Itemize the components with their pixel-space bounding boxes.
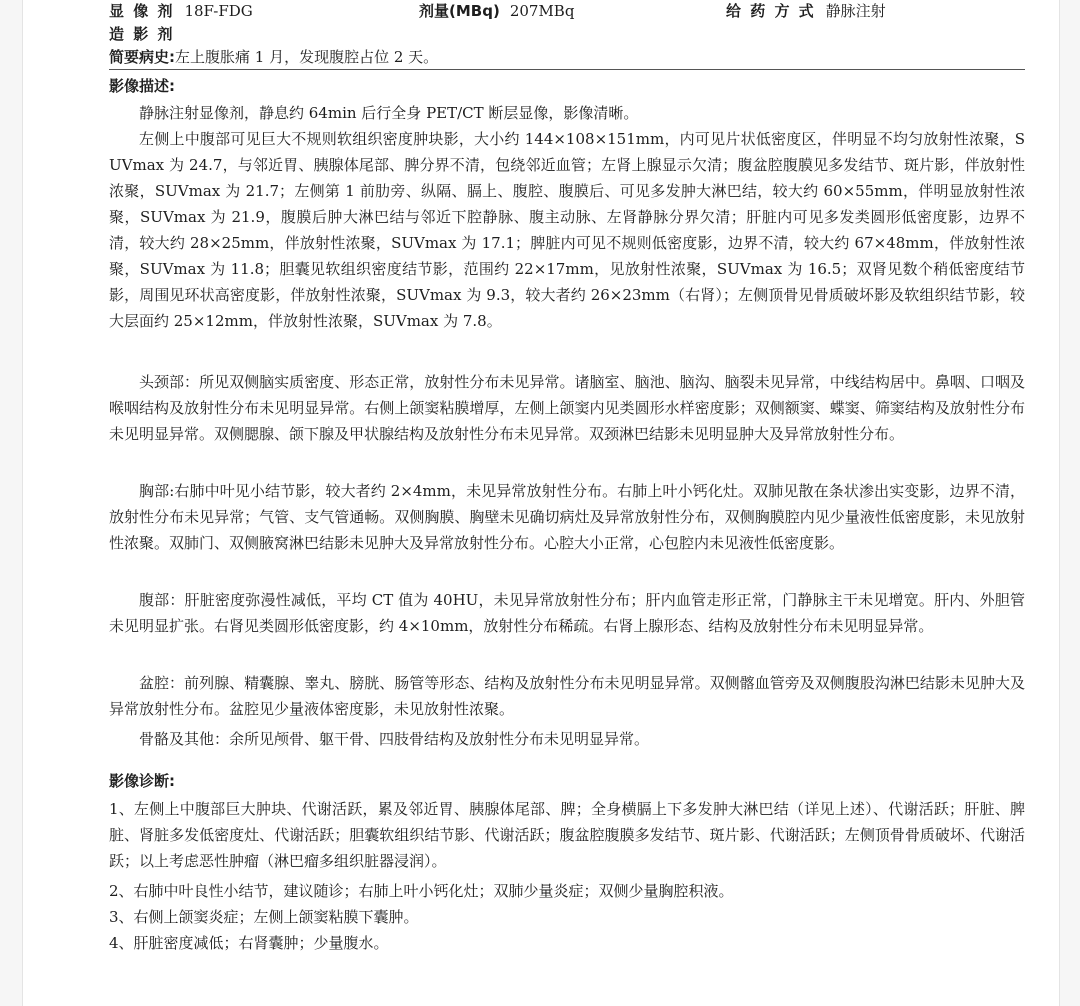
agent-label: 显 像 剂 (109, 2, 175, 20)
diagnosis-item: 2、右肺中叶良性小结节，建议随诊；右肺上叶小钙化灶；双肺少量炎症；双侧少量胸腔积液。 (109, 882, 734, 900)
report-page (22, 0, 1060, 1006)
findings-paragraph: 腹部：肝脏密度弥漫性减低，平均 CT 值为 40HU，未见异常放射性分布；肝内血管走形正常，门静脉主干未见增宽。肝内、外胆管未见明显扩张。右肾见类圆形低密度影，约 4×10mm，放射性分布稀疏。右肾上腺形态、结构及放射性分布未见明显异常。 (109, 591, 1025, 635)
diagnosis-item: 3、右侧上颌窦炎症；左侧上颌窦粘膜下囊肿。 (109, 908, 419, 926)
findings-title: 影像描述: (109, 77, 175, 95)
contrast-field (109, 23, 184, 44)
agent-value: 18F-FDG (184, 2, 253, 20)
dose-label: 剂量(MBq) (419, 2, 500, 20)
agent-field (109, 0, 253, 21)
contrast-label: 造 影 剂 (109, 25, 175, 43)
findings-paragraph: 骨骼及其他：余所见颅骨、躯干骨、四肢骨结构及放射性分布未见明显异常。 (139, 730, 650, 748)
findings-paragraph: 盆腔：前列腺、精囊腺、睾丸、膀胱、肠管等形态、结构及放射性分布未见明显异常。双侧髂血管旁及双侧腹股沟淋巴结影未见肿大及异常放射性分布。盆腔见少量液体密度影，未见放射性浓聚。 (109, 674, 1025, 718)
findings-paragraph: 头颈部：所见双侧脑实质密度、形态正常，放射性分布未见异常。诸脑室、脑池、脑沟、脑裂未见异常，中线结构居中。鼻咽、口咽及喉咽结构及放射性分布未见明显异常。右侧上颌窦粘膜增厚，左侧上颌窦内见类圆形水样密度影；双侧额窦、蝶窦、筛窦结构及放射性分布未见明显异常。双侧腮腺、颌下腺及甲状腺结构及放射性分布未见异常。双颈淋巴结影未见明显肿大及异常放射性分布。 (109, 373, 1025, 443)
dose-value: 207MBq (509, 2, 575, 20)
diagnosis-title: 影像诊断: (109, 772, 175, 790)
findings-paragraph: 左侧上中腹部可见巨大不规则软组织密度肿块影，大小约 144×108×151mm，内可见片状低密度区，伴明显不均匀放射性浓聚，SUVmax 为 24.7，与邻近胃、胰腺体尾部、脾分界不清，包绕邻近血管；左肾上腺显示欠清；腹盆腔腹膜见多发结节、斑片影，伴放射性浓聚，SUVmax 为 21.7；左侧第 1 前肋旁、纵隔、膈上、腹腔、腹膜后、可见多发肿大淋巴结，较大约 60×55mm，伴明显放射性浓聚，SUVmax 为 21.9，腹膜后肿大淋巴结与邻近下腔静脉、腹主动脉、左肾静脉分界欠清；肝脏内可见多发类圆形低密度影，边界不清，较大约 28×25mm，伴放射性浓聚，SUVmax 为 17.1；脾脏内可见不规则低密度影，边界不清，较大约 67×48mm，伴放射性浓聚，SUVmax 为 11.8；胆囊见软组织密度结节影，范围约 22×17mm，见放射性浓聚，SUVmax 为 16.5；双肾见数个稍低密度结节影，周围见环状高密度影，伴放射性浓聚，SUVmax 为 9.3，较大者约 26×23mm（右肾）；左侧顶骨见骨质破坏影及软组织结节影，较大层面约 25×12mm，伴放射性浓聚，SUVmax 为 7.8。 (109, 130, 1025, 330)
history-text: 左上腹胀痛 1 月，发现腹腔占位 2 天。 (175, 48, 439, 66)
history-label: 简要病史: (109, 48, 175, 66)
header-divider (109, 69, 1025, 70)
diagnosis-item: 1、左侧上中腹部巨大肿块、代谢活跃，累及邻近胃、胰腺体尾部、脾；全身横膈上下多发肿大淋巴结（详见上述）、代谢活跃；肝脏、脾脏、肾脏多发低密度灶、代谢活跃；胆囊软组织结节影、代谢活跃；腹盆腔腹膜多发结节、斑片影、代谢活跃；左侧顶骨骨质破坏、代谢活跃；以上考虑恶性肿瘤（淋巴瘤多组织脏器浸润）。 (109, 800, 1025, 870)
findings-paragraph: 胸部:右肺中叶见小结节影，较大者约 2×4mm，未见异常放射性分布。右肺上叶小钙化灶。双肺见散在条状渗出实变影，边界不清，放射性分布未见异常；气管、支气管通畅。双侧胸膜、胸壁未见确切病灶及异常放射性分布，双侧胸膜腔内见少量液性低密度影，未见放射性浓聚。双肺门、双侧腋窝淋巴结影未见肿大及异常放射性分布。心腔大小正常，心包腔内未见液性低密度影。 (109, 482, 1025, 552)
route-label: 给 药 方 式 (726, 2, 816, 20)
header-row-1 (109, 0, 1039, 24)
diagnosis-item: 4、肝脏密度减低；右肾囊肿；少量腹水。 (109, 934, 389, 952)
route-value: 静脉注射 (825, 2, 886, 20)
findings-paragraph: 静脉注射显像剂，静息约 64min 后行全身 PET/CT 断层显像，影像清晰。 (139, 104, 639, 122)
route-field (726, 0, 886, 21)
history-line (109, 46, 438, 67)
dose-field (419, 0, 574, 21)
header-row-2 (109, 23, 1039, 47)
